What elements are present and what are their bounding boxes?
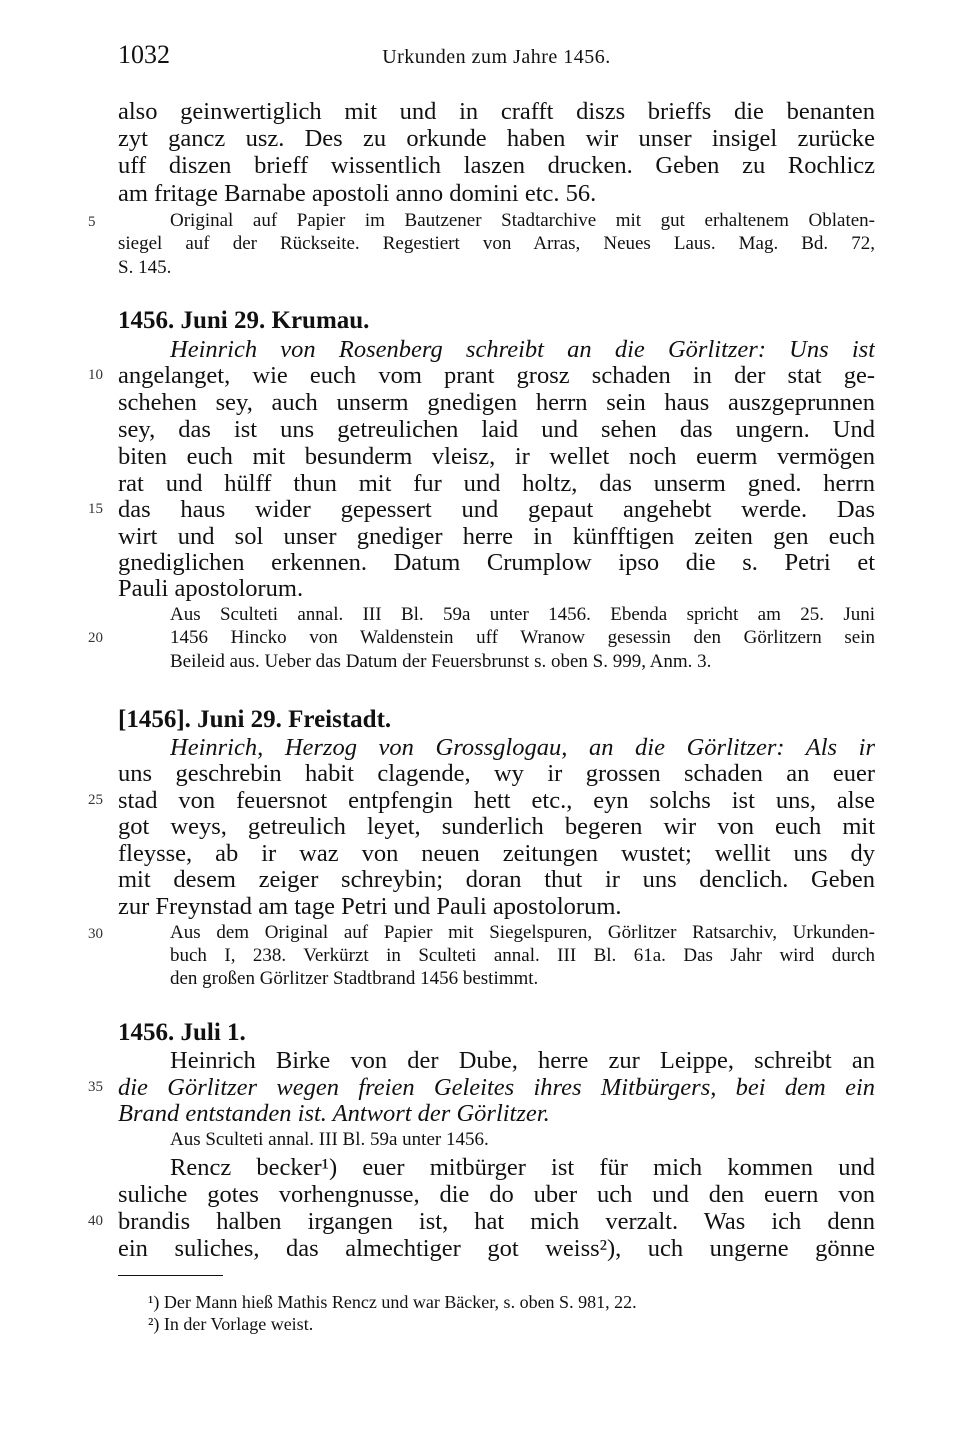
source-note-line: buch I, 238. Verkürzt in Sculteti annal. III Bl. 61a. Das Jahr wird durch bbox=[170, 945, 875, 966]
text-line: Pauli apostolorum. bbox=[118, 575, 304, 602]
document-summary: Brand entstanden ist. Antwort der Görlitzer. bbox=[118, 1100, 550, 1127]
margin-line-number: 40 bbox=[88, 1213, 103, 1229]
running-title: Urkunden zum Jahre 1456. bbox=[382, 46, 611, 68]
text-line: mit desem zeiger schreybin; doran thut ir uns denclich. Geben bbox=[118, 866, 875, 893]
text-line: uff diszen brieff wissentlich laszen drucken. Geben zu Rochlicz bbox=[118, 152, 875, 179]
text-line: fleysse, ab ir waz von neuen zeitungen wustet; wellit uns dy bbox=[118, 840, 875, 867]
text-line: rat und hülff thun mit fur und holtz, das unserm gned. herrn bbox=[118, 470, 875, 497]
source-note-line: 1456 Hincko von Waldenstein uff Wranow gesessin den Görlitzern sein bbox=[170, 627, 875, 648]
text-line: schehen sey, auch unserm gnedigen herrn sein haus auszgeprunnen bbox=[118, 389, 875, 416]
margin-line-number: 25 bbox=[88, 792, 103, 808]
text-line: also geinwertiglich mit und in crafft diszs brieffs die benanten bbox=[118, 98, 875, 125]
text-line: am fritage Barnabe apostoli anno domini etc. 56. bbox=[118, 180, 597, 207]
footnote-rule bbox=[118, 1275, 223, 1276]
document-summary: die Görlitzer wegen freien Geleites ihres Mitbürgers, bei dem ein bbox=[118, 1074, 875, 1101]
text-line: das haus wider gepessert und gepaut angehebt werde. Das bbox=[118, 496, 875, 523]
text-line: got weys, getreulich leyet, sunderlich begeren wir von euch mit bbox=[118, 813, 875, 840]
text-line: stad von feuersnot entpfengin hett etc., eyn solchs ist uns, alse bbox=[118, 787, 875, 814]
margin-line-number: 30 bbox=[88, 926, 103, 942]
text-line: wirt und sol unser gnediger herre in künfftigen zeiten gen euch bbox=[118, 523, 875, 550]
footnote: ¹) Der Mann hieß Mathis Rencz und war Bäcker, s. oben S. 981, 22. bbox=[148, 1292, 637, 1312]
margin-line-number: 35 bbox=[88, 1079, 103, 1095]
source-note-line: Aus Sculteti annal. III Bl. 59a unter 1456. Ebenda spricht am 25. Juni bbox=[170, 604, 875, 625]
text-line: brandis halben irgangen ist, hat mich verzalt. Was ich denn bbox=[118, 1208, 875, 1235]
document-summary: Heinrich, Herzog von Grossglogau, an die Görlitzer: Als ir bbox=[170, 734, 875, 761]
text-line: suliche gotes vorhengnusse, die do uber uch und den euern von bbox=[118, 1181, 875, 1208]
margin-line-number: 15 bbox=[88, 501, 103, 517]
margin-line-number: 10 bbox=[88, 367, 103, 383]
text-line: zur Freynstad am tage Petri und Pauli apostolorum. bbox=[118, 893, 622, 920]
source-note-line: siegel auf der Rückseite. Regestiert von Arras, Neues Laus. Mag. Bd. 72, bbox=[118, 233, 875, 254]
text-line: gnediglichen erkennen. Datum Crumplow ipso die s. Petri et bbox=[118, 549, 875, 576]
text-line: zyt gancz usz. Des zu orkunde haben wir unser insigel zurücke bbox=[118, 125, 875, 152]
text-line: biten euch mit besunderm vleisz, ir wellet noch euerm vermögen bbox=[118, 443, 875, 470]
document-summary: Heinrich Birke von der Dube, herre zur Leippe, schreibt an bbox=[170, 1047, 875, 1074]
footnote: ²) In der Vorlage weist. bbox=[148, 1314, 314, 1334]
text-line: uns geschrebin habit clagende, wy ir grossen schaden an euer bbox=[118, 760, 875, 787]
source-note-line: den großen Görlitzer Stadtbrand 1456 bestimmt. bbox=[170, 968, 539, 989]
document-heading: 1456. Juli 1. bbox=[118, 1019, 246, 1046]
source-note-line: Aus Sculteti annal. III Bl. 59a unter 1456. bbox=[170, 1129, 489, 1150]
source-note-line: Aus dem Original auf Papier mit Siegelspuren, Görlitzer Ratsarchiv, Urkunden- bbox=[170, 922, 875, 943]
text-line: sey, das ist uns getreulichen laid und sehen das ungern. Und bbox=[118, 416, 875, 443]
document-heading: 1456. Juni 29. Krumau. bbox=[118, 307, 370, 334]
page-number: 1032 bbox=[118, 40, 170, 69]
document-summary: Heinrich von Rosenberg schreibt an die Görlitzer: Uns ist bbox=[170, 336, 875, 363]
margin-line-number: 20 bbox=[88, 630, 103, 646]
page-header bbox=[118, 40, 875, 80]
source-note-line: Beileid aus. Ueber das Datum der Feuersbrunst s. oben S. 999, Anm. 3. bbox=[170, 651, 712, 672]
margin-line-number: 5 bbox=[88, 214, 96, 230]
text-line: angelanget, wie euch vom prant grosz schaden in der stat ge- bbox=[118, 362, 875, 389]
source-note-line: S. 145. bbox=[118, 257, 172, 278]
source-note-line: Original auf Papier im Bautzener Stadtarchive mit gut erhaltenem Oblaten- bbox=[170, 210, 875, 231]
text-line: ein suliches, das almechtiger got weiss²), uch ungerne gönne bbox=[118, 1235, 875, 1262]
text-line: Rencz becker¹) euer mitbürger ist für mich kommen und bbox=[170, 1154, 875, 1181]
document-heading: [1456]. Juni 29. Freistadt. bbox=[118, 706, 392, 733]
